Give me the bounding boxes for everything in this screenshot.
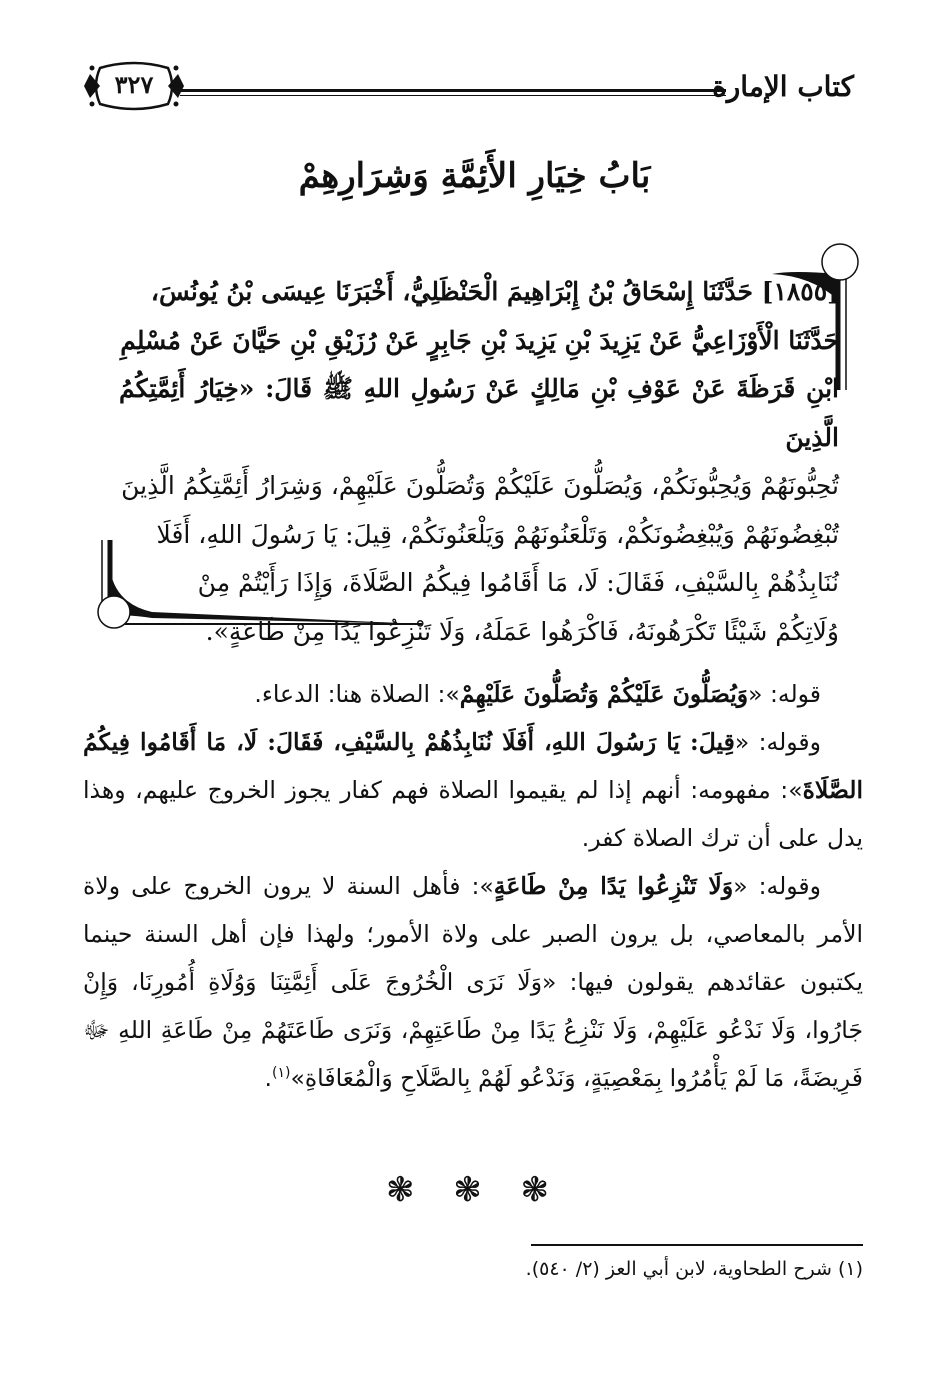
- hadith-line: ابْنِ قَرَظَةَ عَنْ عَوْفِ بْنِ مَالِكٍ عَنْ رَسُولِ اللهِ ﷺ قَالَ: «خِيَارُ أَئِمَّتِكُمُ الَّذِينَ: [119, 374, 839, 452]
- chapter-heading: بَابُ خِيَارِ الأَئِمَّةِ وَشِرَارِهِمْ: [298, 156, 651, 196]
- page-number: ٣٢٧: [114, 70, 154, 99]
- hadith-line: تُبْغِضُونَهُمْ وَيُبْغِضُونَكُمْ، وَتَلْعَنُونَهُمْ وَيَلْعَنُونَكُمْ، قِيلَ: يَا رَسُولَ اللهِ، أَفَلَا: [156, 519, 839, 549]
- commentary-paragraph: [83, 670, 863, 718]
- footnote-reference: (١): [272, 1065, 291, 1082]
- hadith-line: نُنَابِذُهُمْ بِالسَّيْفِ، فَقَالَ: لَا، مَا أَقَامُوا فِيكُمُ الصَّلَاةَ، وَإِذَا رَأَيْتُمْ مِنْ: [197, 568, 839, 597]
- explanation-text: »: فأهل السنة لا يرون الخروج على ولاة الأمر بالمعاصي، بل يرون الصبر على ولاة الأمور؛ ولهذا فإن أهل السنة حينما يكتبون عقائدهم يقولون فيها: «: [83, 872, 863, 996]
- commentary-paragraph: [83, 862, 863, 1102]
- page-header: [68, 58, 854, 114]
- hadith-line: تُحِبُّونَهُمْ وَيُحِبُّونَكُمْ، وَيُصَلُّونَ عَلَيْكُمْ وَتُصَلُّونَ عَلَيْهِمْ، وَشِرَارُ أَئِمَّتِكُمُ الَّذِينَ: [121, 471, 839, 500]
- hadith-line: [١٨٥٥] حَدَّثَنَا إِسْحَاقُ بْنُ إِبْرَاهِيمَ الْحَنْظَلِيُّ، أَخْبَرَنَا عِيسَى بْنُ يُونُسَ،: [150, 277, 839, 306]
- quote-close: »: [290, 1064, 305, 1092]
- page-number-ornament: [82, 60, 186, 112]
- sentence-end: .: [264, 1064, 272, 1092]
- footnote: (١) شرح الطحاوية، لابن أبي العز (٢/ ٥٤٠).: [525, 1258, 863, 1280]
- quoted-text: قِيلَ: يَا رَسُولَ اللهِ، أَفَلَا نُنَابِذُهُمْ بِالسَّيْفِ، فَقَالَ: لَا، مَا أَقَامُوا فِيكُمُ الصَّلَاةَ: [83, 728, 863, 804]
- quoted-text: وَلَا تَنْزِعُوا يَدًا مِنْ طَاعَةٍ: [493, 872, 734, 900]
- explanation-text: »: مفهومه: أنهم إذا لم يقيموا الصلاة فهم كفار يجوز الخروج عليهم، وهذا يدل على أن ترك الصلاة كفر.: [83, 776, 863, 852]
- running-chapter-title: كتاب الإمارة: [712, 70, 854, 103]
- creed-quote: وَلَا نَرَى الْخُرُوجَ عَلَى أَئِمَّتِنَا وَوُلَاةِ أُمُورِنَا، وَإِنْ جَارُوا، وَلَا نَدْعُو عَلَيْهِمْ، وَلَا نَنْزِعُ يَدًا مِنْ طَاعَتِهِمْ، وَنَرَى طَاعَتَهُمْ مِنْ طَاعَةِ اللهِ ﷻ فَرِيضَةً، مَا لَمْ يَأْمُرُوا بِمَعْصِيَةٍ، وَنَدْعُو لَهُمْ بِالصَّلَاحِ وَالْمُعَافَاةِ: [83, 968, 863, 1092]
- hadith-text: [119, 268, 839, 656]
- commentary: [83, 670, 863, 1102]
- lead-text: وقوله: «: [733, 872, 821, 900]
- explanation-text: »: الصلاة هنا: الدعاء.: [254, 680, 460, 708]
- section-divider-stars: ❃ ❃ ❃: [385, 1170, 564, 1210]
- commentary-paragraph: [83, 718, 863, 862]
- lead-text: وقوله: «: [734, 728, 821, 756]
- hadith-line: وُلَاتِكُمْ شَيْئًا تَكْرَهُونَهُ، فَاكْرَهُوا عَمَلَهُ، وَلَا تَنْزِعُوا يَدًا مِنْ طَاعَةٍ».: [205, 616, 839, 646]
- quoted-text: وَيُصَلُّونَ عَلَيْكُمْ وَتُصَلُّونَ عَلَيْهِمْ: [459, 680, 749, 708]
- header-double-rule: [180, 89, 726, 96]
- hadith-line: حَدَّثَنَا الْأَوْزَاعِيُّ عَنْ يَزِيدَ بْنِ يَزِيدَ بْنِ جَابِرٍ عَنْ رُزَيْقِ بْنِ حَيَّانَ عَنْ مُسْلِمِ: [120, 325, 839, 355]
- lead-text: قوله: «: [748, 680, 821, 708]
- footnote-rule: [531, 1244, 863, 1246]
